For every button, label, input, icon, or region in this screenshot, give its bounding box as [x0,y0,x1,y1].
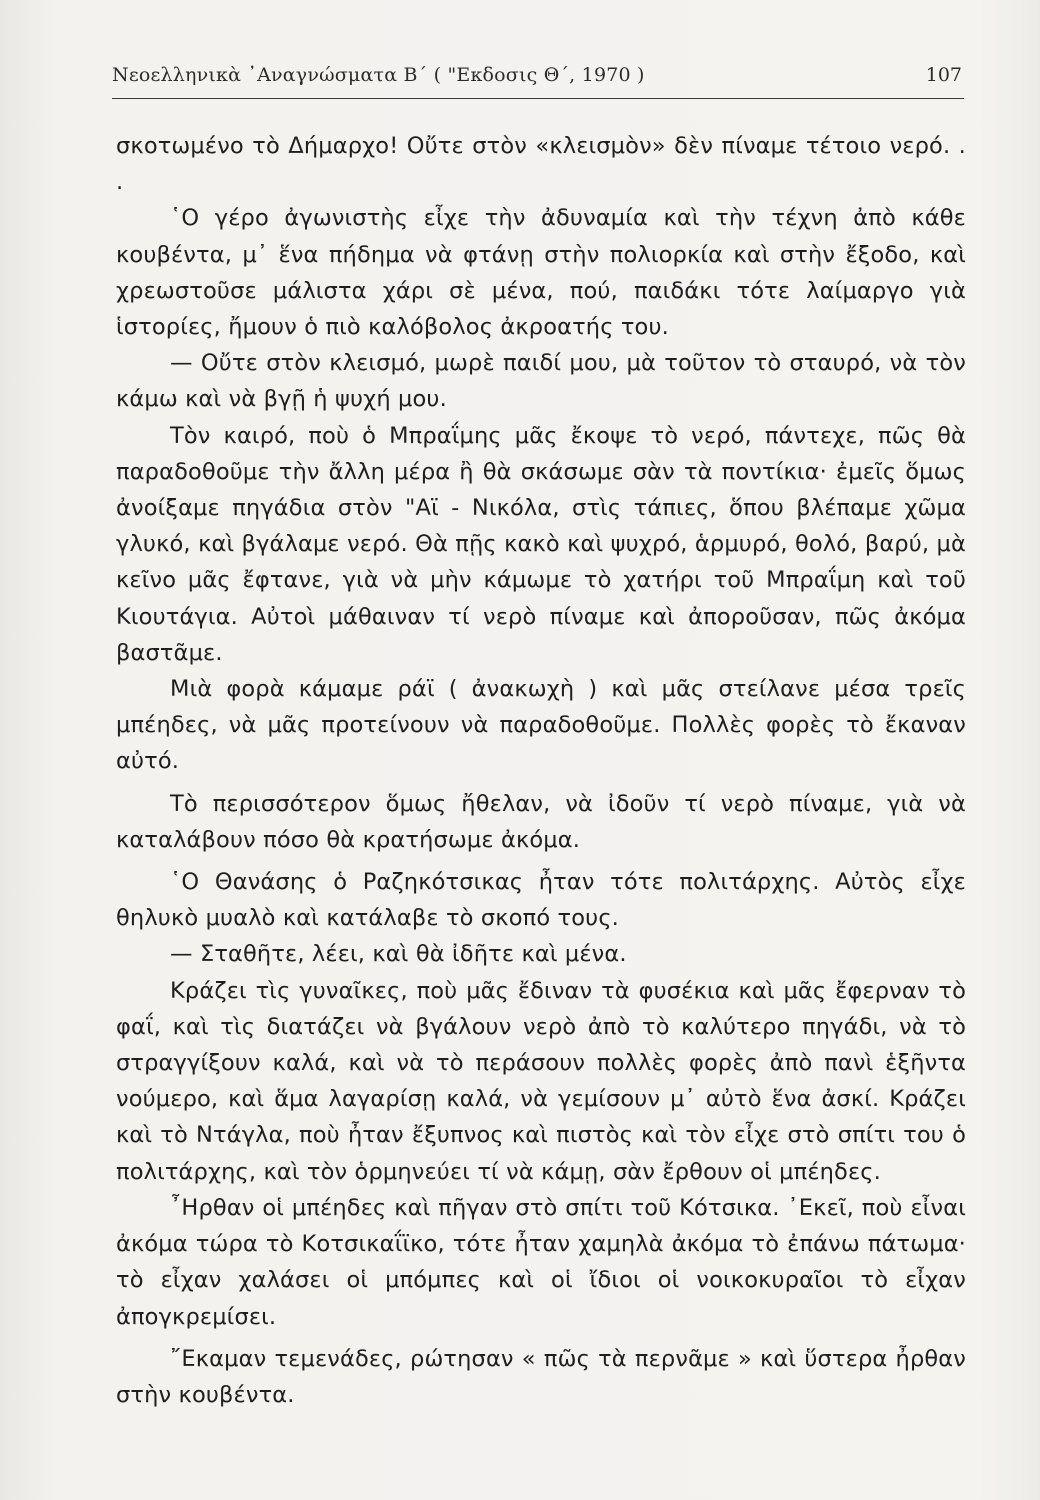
paragraph: ῎Εκαμαν τεμενάδες, ρώτησαν « πῶς τὰ περνᾶμε » καὶ ὕστερα ἦρθαν στὴν κουβέντα. [116,1345,966,1408]
page-header [112,64,962,98]
paragraph: Τὸ περισσότερον ὅμως ἤθελαν, νὰ ἰδοῦν τί νερὸ πίναμε, γιὰ νὰ καταλάβουν πόσο θὰ κρατήσωμε ἀκόμα. [116,790,966,853]
paragraph: ῾Ο Θανάσης ὁ Ραζηκότσικας ἦταν τότε πολιτάρχης. Αὐτὸς εἶχε θηλυκὸ μυαλὸ καὶ κατάλαβε τὸ σκοπό τους. [116,869,966,932]
body-text [116,128,966,1413]
dialogue-line: — Οὔτε στὸν κλεισμό, μωρὲ παιδί μου, μὰ τοῦτον τὸ σταυρό, νὰ τὸν κάμω καὶ νὰ βγῇ ἡ ψυχή μου. [116,350,966,413]
paragraph: σκοτωμένο τὸ Δήμαρχο! Οὔτε στὸν «κλεισμὸν» δὲν πίναμε τέτοιο νερό. . . [116,133,966,196]
paragraph: Μιὰ φορὰ κάμαμε ράϊ ( ἀνακωχὴ ) καὶ μᾶς στείλανε μέσα τρεῖς μπέηδες, νὰ μᾶς προτείνουν νὰ παραδοθοῦμε. Πολλὲς φορὲς τὸ ἔκαναν αὐτό. [116,676,966,775]
paragraph: Τὸν καιρό, ποὺ ὁ Μπραΐμης μᾶς ἔκοψε τὸ νερό, πάντεχε, πῶς θὰ παραδοθοῦμε τὴν ἄλλη μέρα ἢ θὰ σκάσωμε σὰν τὰ ποντίκια· ἐμεῖς ὅμως ἀνοίξαμε πηγάδια στὸν "Αϊ - Νικόλα, στὶς τάπιες, ὅπου βλέπαμε χῶμα γλυκό, καὶ βγάλαμε νερό. Θὰ πῇς κακὸ καὶ ψυχρό, ἁρμυρό, θολό, βαρύ, μὰ κεῖνο μᾶς ἔφτανε, γιὰ νὰ μὴν κάμωμε τὸ χατήρι τοῦ Μπραΐμη καὶ τοῦ Κιουτάγια. Αὐτοὶ μάθαιναν τί νερὸ πίναμε καὶ ἀποροῦσαν, πῶς ἀκόμα βαστᾶμε. [116,422,966,666]
page-number: 107 [925,64,962,86]
dialogue-line: — Σταθῆτε, λέει, καὶ θὰ ἰδῆτε καὶ μένα. [170,941,627,968]
paragraph: Κράζει τὶς γυναῖκες, ποὺ μᾶς ἔδιναν τὰ φυσέκια καὶ μᾶς ἔφερναν τὸ φαΐ, καὶ τὶς διατάζει νὰ βγάλουν νερὸ ἀπὸ τὸ καλύτερο πηγάδι, νὰ τὸ στραγγίξουν καλά, καὶ νὰ τὸ περάσουν πολλὲς φορὲς ἀπὸ πανὶ ἑξῆντα νούμερο, καὶ ἅμα λαγαρίσῃ καλά, νὰ γεμίσουν μ᾿ αὐτὸ ἕνα ἀσκί. Κράζει καὶ τὸ Ντάγλα, ποὺ ἦταν ἔξυπνος καὶ πιστὸς καὶ τὸν εἶχε στὸ σπίτι του ὁ πολιτάρχης, καὶ τὸν ὁρμηνεύει τί νὰ κάμῃ, σὰν ἔρθουν οἱ μπέηδες. [116,977,966,1185]
paragraph: ῾Ο γέρο ἀγωνιστὴς εἶχε τὴν ἀδυναμία καὶ τὴν τέχνη ἀπὸ κάθε κουβέντα, μ᾿ ἕνα πήδημα νὰ φτάνῃ στὴν πολιορκία καὶ στὴν ἔξοδο, καὶ χρεωστοῦσε μάλιστα χάρι σὲ μένα, πού, παιδάκι τότε λαίμαργο γιὰ ἱστορίες, ἤμουν ὁ πιὸ καλόβολος ἀκροατής του. [116,205,966,341]
header-rule [112,98,964,99]
running-title: Νεοελληνικὰ ᾿Αναγνώσματα Β΄ ( "Εκδοσις Θ΄, 1970 ) [112,64,645,86]
paragraph: ῏Ηρθαν οἱ μπέηδες καὶ πῆγαν στὸ σπίτι τοῦ Κότσικα. ᾿Εκεῖ, ποὺ εἶναι ἀκόμα τώρα τὸ Κοτσικαΐϊκο, τότε ἦταν χαμηλὰ ἀκόμα τὸ ἐπάνω πάτωμα· τὸ εἶχαν χαλάσει οἱ μπόμπες καὶ οἱ ἴδιοι οἱ νοικοκυραῖοι τὸ εἶχαν ἀπογκρεμίσει. [116,1194,966,1330]
